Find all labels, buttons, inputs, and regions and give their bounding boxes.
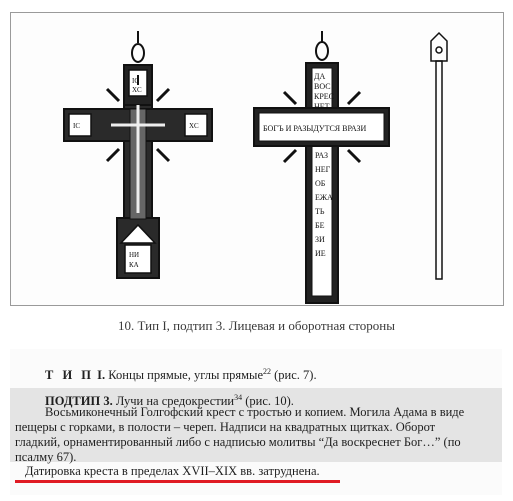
front-cross [64,31,212,278]
svg-text:XC: XC [189,122,199,130]
svg-text:РАЗ: РАЗ [315,151,329,160]
type-heading [45,367,317,383]
paragraph-line-2: пещеры с горками, в полости – череп. Надписи на квадратных щитках. Оборот [15,420,436,434]
svg-text:ВОС: ВОС [314,82,331,91]
figure-frame [10,12,504,306]
subtype-tail: (рис. 10). [242,394,294,409]
svg-text:НЕГ: НЕГ [315,165,331,174]
subtype-body: Лучи на средокрестии [112,394,235,409]
svg-text:КА: КА [129,261,139,269]
svg-text:ЗИ: ЗИ [315,235,325,244]
side-profile [431,33,447,279]
svg-text:ТЬ: ТЬ [315,207,325,216]
svg-text:НЕТ: НЕТ [314,102,330,111]
type-ref: 22 [263,367,272,376]
svg-text:БОГЪ И РАЗЫДУТСЯ ВРАЗИ: БОГЪ И РАЗЫДУТСЯ ВРАЗИ [263,124,367,133]
paragraph-line-4: псалму 67). [15,450,77,464]
type-tail: (рис. 7). [271,368,317,383]
red-underline [15,480,340,483]
type-numeral: I. [97,368,106,383]
subtype-label: ПОДТИП 3. [45,394,113,409]
paragraph-line-3: гладкий, орнаментированный либо с надписью молитвы “Да воскреснет Бог…” (по [15,435,461,449]
svg-text:IC: IC [132,77,139,85]
svg-text:БЕ: БЕ [315,221,325,230]
subtype-ref: 34 [234,393,243,402]
type-label: Т И П [45,368,95,383]
paragraph-line-1: Восьмиконечный Голгофский крест с тростью и копием. Могила Адама в виде [45,405,465,419]
dating-sentence: Датировка креста в пределах XVII–XIX вв. затруднена. [25,464,320,478]
svg-text:ИЕ: ИЕ [315,249,326,258]
svg-text:IC: IC [73,122,80,130]
svg-text:КРЕС: КРЕС [314,92,335,101]
cross-illustrations [11,13,503,305]
svg-text:НИ: НИ [129,251,140,259]
svg-text:XC: XC [132,86,142,94]
svg-text:ДА: ДА [314,72,326,81]
svg-text:ОБ: ОБ [315,179,326,188]
svg-text:ЕЖА: ЕЖА [315,193,333,202]
type-body: Концы прямые, углы прямые [105,368,264,383]
figure-caption: 10. Тип I, подтип 3. Лицевая и оборотная стороны [118,318,395,333]
